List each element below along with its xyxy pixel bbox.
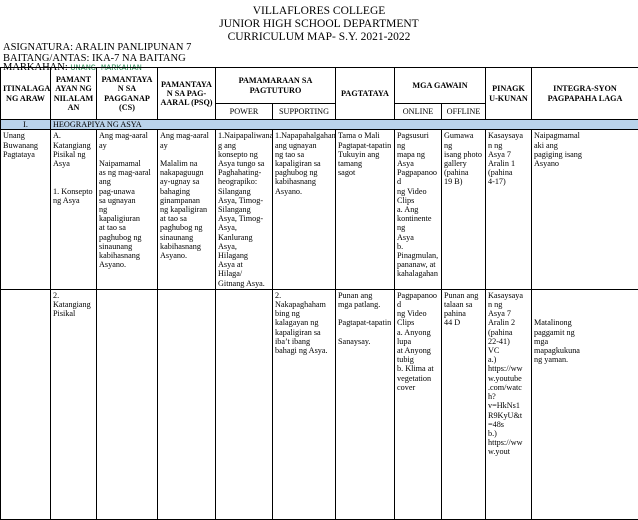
col-pamantayang-nilalaman: PAMANT AYAN NG NILALAM AN [51, 68, 97, 120]
curriculum-map-table [0, 67, 638, 520]
quarter-value: UNANG MARKAHAN [70, 63, 141, 73]
cell-pagtataya: Tama o Mali Pagtapat-tapatin Tukuyin ang tamang sagot [336, 130, 395, 289]
cell-pagganap: Ang mag-aaral ay Naipamamal as ng mag-aaral ang pag-unawa sa ugnayan ng kapaligiuran at tao sa paghubog ng sinaunang kabihasnang Asyano. [97, 130, 158, 289]
cell-supporting: 1.Napapahalgahan ang ugnayan ng tao sa kapaligiran sa paghubog ng kabihasnang Asyano. [273, 130, 336, 289]
section-row [1, 120, 638, 130]
cell-nilalaman: 2. Katangiang Pisikal [51, 289, 97, 519]
cell-pagkatuto [158, 289, 216, 519]
cell-pinagkukunan: Kasaysaya n ng Asya 7 Aralin 1 (pahina 4-17) [486, 130, 532, 289]
cell-offline: Gumawa ng isang photo gallery (pahina 19 B) [442, 130, 486, 289]
grade-level-line: BAITANG/ANTAS: IKA-7 NA BAITANG [3, 53, 186, 64]
cell-online: Pagpapanoo d ng Video Clips a. Anyong lupa at Anyong tubig b. Klima at vegetation cover [395, 289, 442, 519]
subcol-online: ONLINE [395, 104, 442, 120]
cell-integrasyon: Matalinong paggamit ng mga mapagkukuna ng yaman. [532, 289, 638, 519]
department-name: JUNIOR HIGH SCHOOL DEPARTMENT [0, 18, 638, 31]
cell-power: 1.Naipapaliwana g ang konsepto ng Asya tungo sa Paghahating- heograpiko: Silangang Asya, Timog- Silangang Asya, Timog- Asya, Kanlurang Asya, Hilagang Asya at Hilaga/ Gitnang Asya. [216, 130, 273, 289]
cell-pagkatuto: Ang mag-aaral ay Malalim na nakapaguugn ay-ugnay sa bahaging ginampanan ng kapaligiran at tao sa paghubog ng sinaunang kabihasnang Asyano. [158, 130, 216, 289]
cell-supporting: 2. Nakapaghaham bing ng kalagayan ng kapaligiran sa iba’t ibang bahagi ng Asya. [273, 289, 336, 519]
cell-power [216, 289, 273, 519]
quarter-label: MARKAHAN: [3, 62, 70, 73]
header-row [1, 68, 638, 104]
col-pamantayan-sa-pagkatuto: PAMANTAYA N SA PAG-AARAL (PSQ) [158, 68, 216, 120]
cell-pagtataya: Punan ang mga patlang. Pagtapat-tapatin Sanaysay. [336, 289, 395, 519]
subject-line: ASIGNATURA: ARALIN PANLIPUNAN 7 [3, 42, 191, 53]
subcol-supporting: SUPPORTING [273, 104, 336, 120]
school-name: VILLAFLORES COLLEGE [0, 5, 638, 18]
col-pamamaraan: PAMAMARAAN SA PAGTUTURO [216, 68, 336, 104]
col-itinalagang-araw: ITINALAGA NG ARAW [1, 68, 51, 120]
subcol-power: POWER [216, 104, 273, 120]
cell-araw: Unang Buwanang Pagtataya [1, 130, 51, 289]
col-pamantayan-sa-pagganap: PAMANTAYA N SA PAGGANAP (CS) [97, 68, 158, 120]
cell-offline: Punan ang talaan sa pahina 44 D [442, 289, 486, 519]
cell-pinagkukunan: Kasaysaya n ng Asya 7 Aralin 2 (pahina 22-41) VC a.) https://ww w.youtube .com/watc h? v=HkNs1 R9KyU&t =48s b.) https://ww w.yout [486, 289, 532, 519]
col-integrasyon: INTEGRA-SYON PAGPAPAHA LAGA [532, 68, 638, 120]
section-title: HEOGRAPIYA NG ASYA [51, 120, 638, 130]
table-row [1, 130, 638, 289]
cell-nilalaman: A. Katangiang Pisikal ng Asya 1. Konsepto ng Asya [51, 130, 97, 289]
section-number: I. [1, 120, 51, 130]
col-pinagkukunan: PINAGK U-KUNAN [486, 68, 532, 120]
document-title: CURRICULUM MAP- S.Y. 2021-2022 [0, 31, 638, 44]
table-row [1, 289, 638, 519]
cell-araw [1, 289, 51, 519]
cell-integrasyon: Naipagmamal aki ang pagiging isang Asyano [532, 130, 638, 289]
col-mga-gawain: MGA GAWAIN [395, 68, 486, 104]
subcol-offline: OFFLINE [442, 104, 486, 120]
cell-pagganap [97, 289, 158, 519]
col-pagtataya: PAGTATAYA [336, 68, 395, 120]
cell-online: Pagsusuri ng mapa ng Asya Pagpapanoo d ng Video Clips a. Ang kontinente ng Asya b. Pinagmulan, pananaw, at kahalagahan [395, 130, 442, 289]
